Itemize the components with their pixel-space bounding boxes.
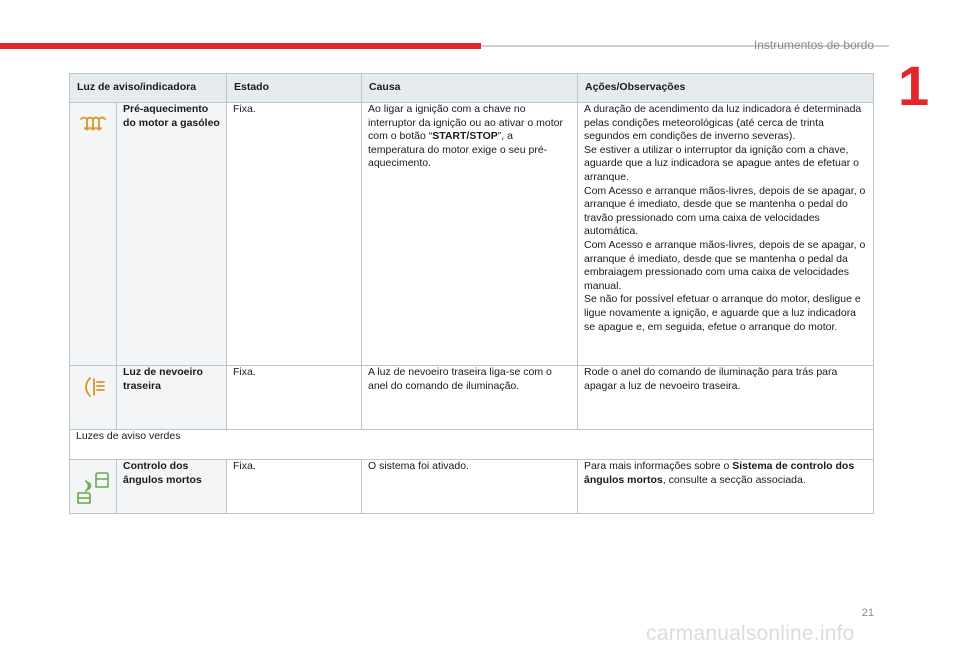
action-paragraph: Se estiver a utilizar o interruptor da ignição com a chave, aguarde que a luz indicadora se apague antes de efetuar o arranque. — [584, 143, 859, 183]
chapter-number: 1 — [898, 54, 930, 117]
warning-lights-table — [69, 73, 874, 514]
light-name: Pré-aquecimento do motor a gasóleo — [117, 103, 227, 366]
actions-cell — [578, 460, 874, 514]
state-cell: Fixa. — [227, 103, 362, 366]
watermark: carmanualsonline.info — [646, 622, 855, 645]
table-row — [70, 366, 874, 430]
icon-cell — [70, 103, 117, 366]
glow-plug-icon — [79, 113, 107, 133]
column-header-light: Luz de aviso/indicadora — [70, 74, 227, 103]
header-red-bar — [0, 43, 481, 49]
rear-fog-light-icon — [80, 376, 106, 398]
section-row — [70, 430, 874, 460]
column-header-actions: Ações/Observações — [578, 74, 874, 103]
action-paragraph: A duração de acendimento da luz indicadora é determinada pelas condições meteorológicas (até cerca de trinta segundos em condições de inverno severas). — [584, 103, 862, 143]
table-row — [70, 103, 874, 366]
column-header-cause: Causa — [362, 74, 578, 103]
action-paragraph: Com Acesso e arranque mãos-livres, depois de se apagar, o arranque é imediato, desde que se mantenha o pedal do travão pressionado com uma caixa de velocidades automática. — [584, 184, 866, 238]
cause-cell — [362, 103, 578, 366]
cause-text: Ao ligar a ignição com a chave no interruptor da ignição ou ao ativar o motor com o botão “ — [368, 103, 563, 143]
blind-spot-monitoring-icon — [76, 469, 110, 505]
start-stop-label: START/STOP — [432, 130, 498, 143]
light-name: Luz de nevoeiro traseira — [117, 366, 227, 430]
icon-cell — [70, 460, 117, 514]
cause-text-end: ”, a temperatura do motor exige o seu pré-aquecimento. — [368, 130, 548, 170]
icon-cell — [70, 366, 117, 430]
cause-cell: O sistema foi ativado. — [362, 460, 578, 514]
actions-cell: Rode o anel do comando de iluminação para trás para apagar a luz de nevoeiro traseira. — [578, 366, 874, 430]
section-label: Luzes de aviso verdes — [70, 430, 874, 460]
table-row — [70, 460, 874, 514]
state-cell: Fixa. — [227, 366, 362, 430]
light-name: Controlo dos ângulos mortos — [117, 460, 227, 514]
page-number: 21 — [861, 607, 874, 619]
action-paragraph: Com Acesso e arranque mãos-livres, depois de se apagar, o arranque é imediato, desde que se mantenha o pedal da embraiagem pressionado com uma caixa de velocidades manual. — [584, 238, 866, 292]
section-title: Instrumentos de bordo — [753, 38, 874, 52]
state-cell: Fixa. — [227, 460, 362, 514]
action-paragraph: Se não for possível efetuar o arranque do motor, desligue e ligue novamente a ignição, e aguarde que a luz indicadora se apague e, em seguida, efetue o arranque do motor. — [584, 293, 861, 333]
actions-cell — [578, 103, 874, 366]
table-header-row — [70, 74, 874, 103]
cause-cell: A luz de nevoeiro traseira liga-se com o anel do comando de iluminação. — [362, 366, 578, 430]
column-header-state: Estado — [227, 74, 362, 103]
blind-spot-link-text: Sistema de controlo dos ângulos mortos — [584, 460, 855, 486]
action-text: Para mais informações sobre o — [584, 460, 733, 472]
action-text-end: , consulte a secção associada. — [662, 473, 806, 486]
